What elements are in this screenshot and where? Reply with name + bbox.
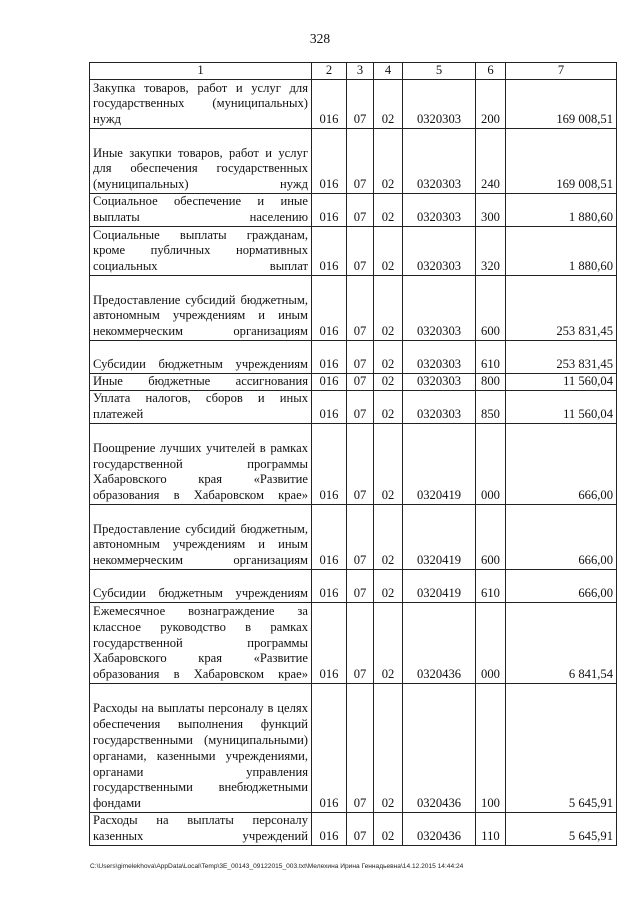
expense-type-code: 600 bbox=[476, 505, 506, 570]
amount: 666,00 bbox=[506, 570, 617, 603]
expense-type-code: 000 bbox=[476, 603, 506, 684]
target-article-code: 0320303 bbox=[403, 276, 476, 341]
subsection-code: 02 bbox=[374, 684, 403, 813]
amount: 1 880,60 bbox=[506, 227, 617, 276]
row-description: Социальное обеспечение и иные выплаты населению bbox=[90, 194, 312, 227]
amount: 169 008,51 bbox=[506, 80, 617, 129]
admin-code: 016 bbox=[312, 276, 347, 341]
table-row bbox=[90, 505, 617, 570]
expense-type-code: 600 bbox=[476, 276, 506, 341]
expense-type-code: 000 bbox=[476, 424, 506, 505]
table-row bbox=[90, 341, 617, 374]
admin-code: 016 bbox=[312, 341, 347, 374]
header-row bbox=[90, 63, 617, 80]
expense-type-code: 610 bbox=[476, 341, 506, 374]
row-description: Субсидии бюджетным учреждениям bbox=[90, 570, 312, 603]
expense-type-code: 610 bbox=[476, 570, 506, 603]
table-row bbox=[90, 570, 617, 603]
row-description: Ежемесячное вознаграждение за классное руководство в рамках государственной программы Хабаровского края «Развитие образования в Хабаровском крае» bbox=[90, 603, 312, 684]
section-code: 07 bbox=[347, 194, 374, 227]
row-description: Иные закупки товаров, работ и услуг для обеспечения государственных (муниципальных) нужд bbox=[90, 129, 312, 194]
section-code: 07 bbox=[347, 684, 374, 813]
expense-type-code: 200 bbox=[476, 80, 506, 129]
column-header: 2 bbox=[312, 63, 347, 80]
amount: 5 645,91 bbox=[506, 813, 617, 846]
target-article-code: 0320436 bbox=[403, 813, 476, 846]
expense-type-code: 110 bbox=[476, 813, 506, 846]
table-row bbox=[90, 684, 617, 813]
target-article-code: 0320303 bbox=[403, 341, 476, 374]
expense-type-code: 100 bbox=[476, 684, 506, 813]
subsection-code: 02 bbox=[374, 374, 403, 391]
table-row bbox=[90, 813, 617, 846]
subsection-code: 02 bbox=[374, 276, 403, 341]
admin-code: 016 bbox=[312, 603, 347, 684]
table-row bbox=[90, 276, 617, 341]
admin-code: 016 bbox=[312, 505, 347, 570]
admin-code: 016 bbox=[312, 374, 347, 391]
admin-code: 016 bbox=[312, 227, 347, 276]
amount: 5 645,91 bbox=[506, 684, 617, 813]
target-article-code: 0320419 bbox=[403, 424, 476, 505]
admin-code: 016 bbox=[312, 80, 347, 129]
expense-type-code: 800 bbox=[476, 374, 506, 391]
row-description: Поощрение лучших учителей в рамках государственной программы Хабаровского края «Развитие образования в Хабаровском крае» bbox=[90, 424, 312, 505]
amount: 11 560,04 bbox=[506, 374, 617, 391]
subsection-code: 02 bbox=[374, 570, 403, 603]
subsection-code: 02 bbox=[374, 227, 403, 276]
expense-type-code: 850 bbox=[476, 391, 506, 424]
column-header: 6 bbox=[476, 63, 506, 80]
table-row bbox=[90, 227, 617, 276]
subsection-code: 02 bbox=[374, 80, 403, 129]
subsection-code: 02 bbox=[374, 424, 403, 505]
section-code: 07 bbox=[347, 129, 374, 194]
file-path-footer: C:\Users\gimelekhova\AppData\Local\Temp\3E_00143_09122015_003.txt\Мелехина Ирина Геннадьевна\14.12.2015 14:44:24 bbox=[90, 863, 464, 870]
section-code: 07 bbox=[347, 603, 374, 684]
subsection-code: 02 bbox=[374, 603, 403, 684]
row-description: Субсидии бюджетным учреждениям bbox=[90, 341, 312, 374]
row-description: Закупка товаров, работ и услуг для государственных (муниципальных) нужд bbox=[90, 80, 312, 129]
section-code: 07 bbox=[347, 341, 374, 374]
target-article-code: 0320436 bbox=[403, 684, 476, 813]
amount: 253 831,45 bbox=[506, 276, 617, 341]
budget-table bbox=[89, 62, 617, 846]
table-row bbox=[90, 424, 617, 505]
admin-code: 016 bbox=[312, 391, 347, 424]
target-article-code: 0320303 bbox=[403, 391, 476, 424]
subsection-code: 02 bbox=[374, 505, 403, 570]
table-row bbox=[90, 391, 617, 424]
admin-code: 016 bbox=[312, 129, 347, 194]
subsection-code: 02 bbox=[374, 813, 403, 846]
admin-code: 016 bbox=[312, 813, 347, 846]
section-code: 07 bbox=[347, 570, 374, 603]
amount: 11 560,04 bbox=[506, 391, 617, 424]
target-article-code: 0320303 bbox=[403, 374, 476, 391]
column-header: 7 bbox=[506, 63, 617, 80]
target-article-code: 0320419 bbox=[403, 570, 476, 603]
column-header: 1 bbox=[90, 63, 312, 80]
row-description: Предоставление субсидий бюджетным, автономным учреждениям и иным некоммерческим организациям bbox=[90, 276, 312, 341]
section-code: 07 bbox=[347, 391, 374, 424]
column-header: 4 bbox=[374, 63, 403, 80]
expense-type-code: 300 bbox=[476, 194, 506, 227]
section-code: 07 bbox=[347, 505, 374, 570]
amount: 666,00 bbox=[506, 505, 617, 570]
subsection-code: 02 bbox=[374, 341, 403, 374]
target-article-code: 0320303 bbox=[403, 129, 476, 194]
subsection-code: 02 bbox=[374, 129, 403, 194]
row-description: Иные бюджетные ассигнования bbox=[90, 374, 312, 391]
table-row bbox=[90, 194, 617, 227]
row-description: Расходы на выплаты персоналу казенных учреждений bbox=[90, 813, 312, 846]
target-article-code: 0320303 bbox=[403, 194, 476, 227]
expense-type-code: 320 bbox=[476, 227, 506, 276]
section-code: 07 bbox=[347, 227, 374, 276]
page-number: 328 bbox=[309, 31, 331, 46]
amount: 6 841,54 bbox=[506, 603, 617, 684]
amount: 1 880,60 bbox=[506, 194, 617, 227]
admin-code: 016 bbox=[312, 570, 347, 603]
section-code: 07 bbox=[347, 80, 374, 129]
target-article-code: 0320419 bbox=[403, 505, 476, 570]
section-code: 07 bbox=[347, 813, 374, 846]
row-description: Уплата налогов, сборов и иных платежей bbox=[90, 391, 312, 424]
section-code: 07 bbox=[347, 276, 374, 341]
expense-type-code: 240 bbox=[476, 129, 506, 194]
admin-code: 016 bbox=[312, 424, 347, 505]
target-article-code: 0320303 bbox=[403, 227, 476, 276]
amount: 169 008,51 bbox=[506, 129, 617, 194]
table-row bbox=[90, 603, 617, 684]
row-description: Расходы на выплаты персоналу в целях обеспечения выполнения функций государственными (муниципальными) органами, казенными учреждениями, органами управления государственными внебюджетными фондами bbox=[90, 684, 312, 813]
subsection-code: 02 bbox=[374, 391, 403, 424]
admin-code: 016 bbox=[312, 194, 347, 227]
table-row bbox=[90, 374, 617, 391]
table-row bbox=[90, 80, 617, 129]
table-row bbox=[90, 129, 617, 194]
target-article-code: 0320303 bbox=[403, 80, 476, 129]
section-code: 07 bbox=[347, 374, 374, 391]
column-header: 5 bbox=[403, 63, 476, 80]
subsection-code: 02 bbox=[374, 194, 403, 227]
amount: 253 831,45 bbox=[506, 341, 617, 374]
section-code: 07 bbox=[347, 424, 374, 505]
amount: 666,00 bbox=[506, 424, 617, 505]
admin-code: 016 bbox=[312, 684, 347, 813]
column-header: 3 bbox=[347, 63, 374, 80]
row-description: Социальные выплаты гражданам, кроме публичных нормативных социальных выплат bbox=[90, 227, 312, 276]
target-article-code: 0320436 bbox=[403, 603, 476, 684]
row-description: Предоставление субсидий бюджетным, автономным учреждениям и иным некоммерческим организациям bbox=[90, 505, 312, 570]
